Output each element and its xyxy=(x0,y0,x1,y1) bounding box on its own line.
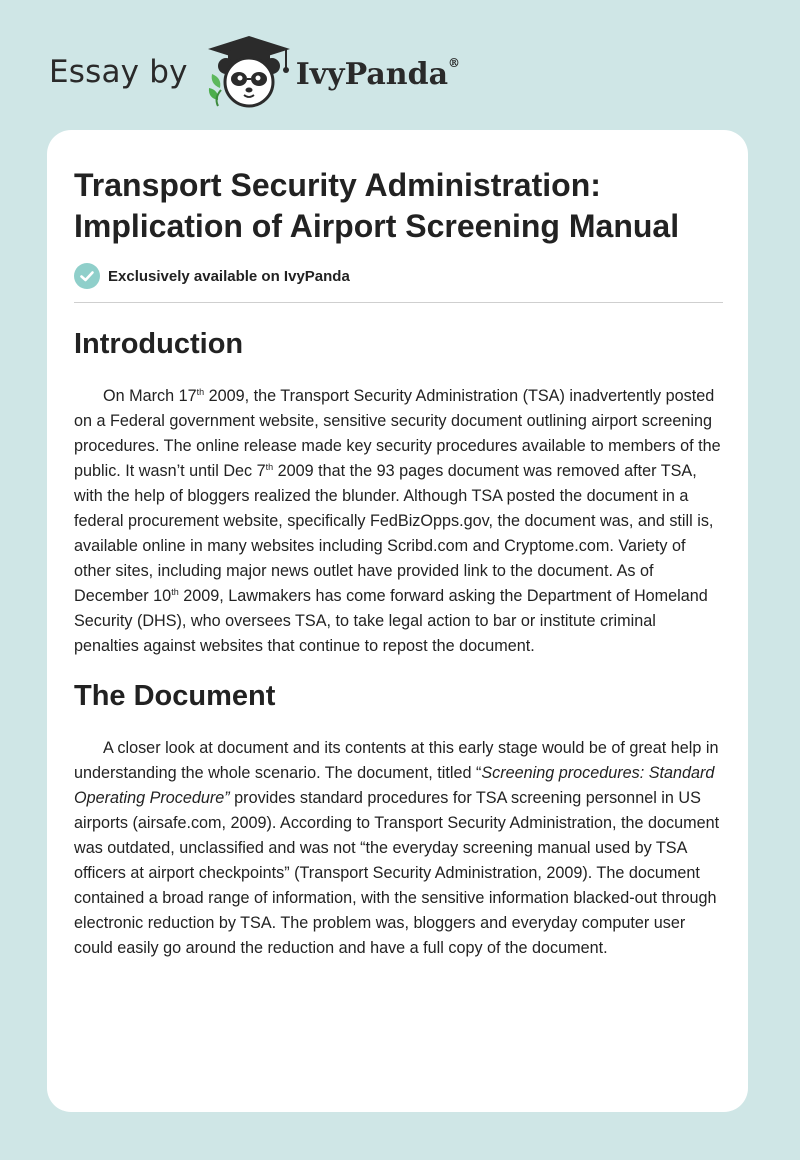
essay-card xyxy=(47,130,748,1112)
check-circle-icon xyxy=(74,263,100,289)
brand-name-text: IvyPanda xyxy=(295,56,449,92)
section-heading-the-document: The Document xyxy=(74,680,276,712)
section-paragraph-introduction xyxy=(74,384,724,659)
exclusive-text: Exclusively available on IvyPanda xyxy=(108,267,350,285)
ordinal-suffix: th xyxy=(171,587,179,597)
brand-header xyxy=(49,34,460,110)
text-run: 2009, the Transport Security Administration (TSA) inadvertently posted on a Federal government website, sensitive security document outlining airport screening procedures. The online release made key security procedures available to members of the public. It wasn’t until Dec 7 xyxy=(74,387,721,480)
page-title: Transport Security Administration: Implication of Airport Screening Manual xyxy=(74,167,680,244)
ordinal-suffix: th xyxy=(265,462,274,472)
text-run: 2009, Lawmakers has come forward asking the Department of Homeland Security (DHS), who oversees TSA, to take legal action to bar or institute criminal penalties against websites that continue to repost the document. xyxy=(74,587,708,655)
text-run: A closer look at document and its contents at this early stage would be of great help in understanding the whole scenario. The document, titled “ xyxy=(74,739,719,782)
registered-mark: ® xyxy=(448,55,461,70)
brand-prefix: Essay by xyxy=(49,54,188,90)
title-divider xyxy=(74,302,723,303)
exclusive-badge xyxy=(74,263,350,289)
brand-name xyxy=(296,57,460,92)
section-paragraph-the-document xyxy=(74,736,724,961)
text-run: 2009 that the 93 pages document was removed after TSA, with the help of bloggers realized the blunder. Although TSA posted the document in a federal procurement website, specifically FedBizOpps.gov, the document was, and still is, available online in many websites including Scribd.com and Cryptome.com. Variety of other sites, including major news outlet have provided link to the document. As of December 10 xyxy=(74,462,714,605)
panda-logo-icon[interactable] xyxy=(204,34,294,110)
document-title-italic: Screening procedures: Standard Operating Procedure” xyxy=(74,764,715,807)
text-run: On March 17 xyxy=(103,387,197,405)
ordinal-suffix: th xyxy=(196,387,205,397)
text-run: provides standard procedures for TSA screening personnel in US airports (airsafe.com, 2009). According to Transport Security Administration, the document was outdated, unclassified and was not “the everyday screening manual used by TSA officers at airport checkpoints” (Transport Security Administration, 2009). The document contained a broad range of information, with the sensitive information blacked-out through electronic reduction by TSA. The problem was, bloggers and everyday computer user could easily go around the reduction and have a full copy of the document. xyxy=(74,789,720,957)
section-heading-introduction: Introduction xyxy=(74,328,244,360)
